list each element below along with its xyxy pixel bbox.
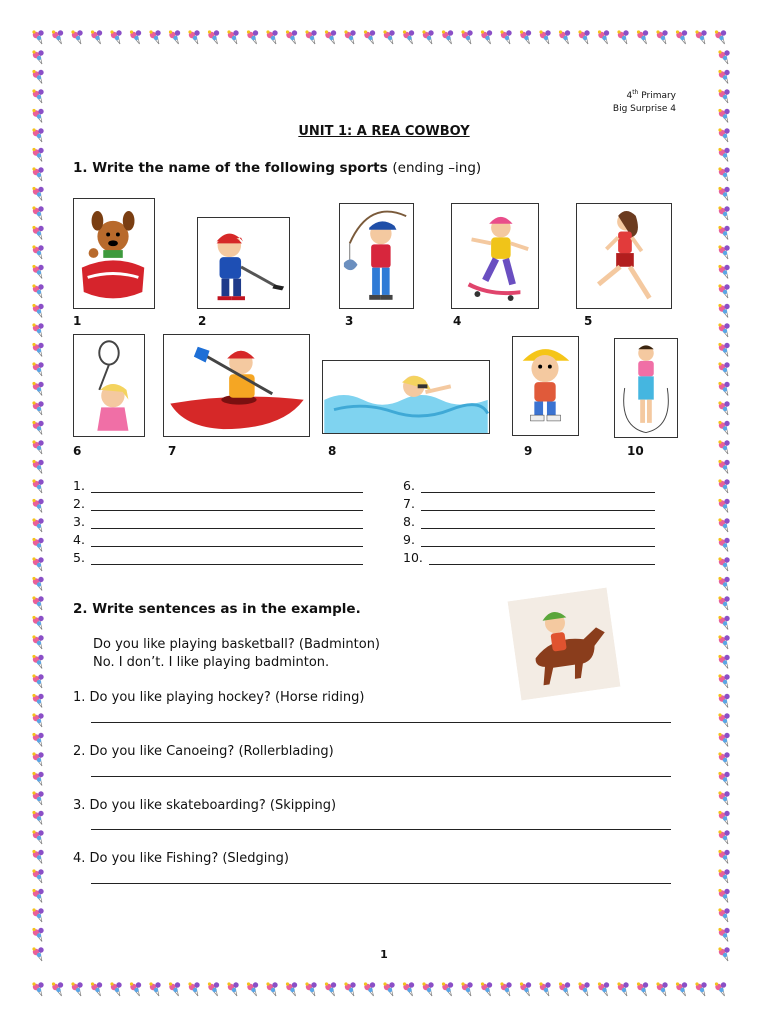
answer-line[interactable]: 6. [403,478,655,493]
answer-line[interactable]: 2. [73,496,363,511]
example-answer: No. I don’t. I like playing badminton. [93,655,330,670]
hockey-picture [197,217,290,309]
skipping-picture [614,338,678,438]
sentence-question: 2. Do you like Canoeing? (Rollerblading) [73,744,334,759]
skateboarding-picture [451,203,539,309]
picture-number: 1 [73,314,82,328]
sentence-answer-line[interactable] [91,722,671,723]
sledging-picture [73,198,155,309]
picture-number: 9 [524,444,533,458]
rollerblading-picture [512,336,579,436]
running-picture [576,203,672,309]
picture-number: 2 [198,314,207,328]
example-question: Do you like playing basketball? (Badminton) [93,637,381,652]
picture-number: 10 [627,444,644,458]
sentence-answer-line[interactable] [91,829,671,830]
sentence-question: 1. Do you like playing hockey? (Horse riding) [73,690,365,705]
answer-line[interactable]: 10. [403,550,655,565]
section1-title: 1. Write the name of the following sports (ending –ing) [73,160,482,176]
header-info: 4th Primary Big Surprise 4 [612,89,676,114]
sentence-answer-line[interactable] [91,776,671,777]
answer-line[interactable]: 3. [73,514,363,529]
answer-line[interactable]: 1. [73,478,363,493]
answer-line[interactable]: 8. [403,514,655,529]
sentence-question: 3. Do you like skateboarding? (Skipping) [73,798,337,813]
sentence-answer-line[interactable] [91,883,671,884]
section2-title: 2. Write sentences as in the example. [73,601,361,617]
sentence-question: 4. Do you like Fishing? (Sledging) [73,851,289,866]
answer-line[interactable]: 4. [73,532,363,547]
page-number: 1 [380,948,388,961]
picture-number: 8 [328,444,337,458]
unit-title: UNIT 1: A REA COWBOY [298,124,470,139]
picture-number: 5 [584,314,593,328]
answer-line[interactable]: 9. [403,532,655,547]
picture-number: 3 [345,314,354,328]
picture-number: 4 [453,314,462,328]
canoeing-picture [163,334,310,437]
picture-number: 7 [168,444,177,458]
answer-line[interactable]: 5. [73,550,363,565]
fishing-picture [339,203,414,309]
swimming-picture [322,360,490,434]
badminton-picture [73,334,145,437]
answer-line[interactable]: 7. [403,496,655,511]
horse-riding-picture [508,588,621,701]
picture-number: 6 [73,444,82,458]
